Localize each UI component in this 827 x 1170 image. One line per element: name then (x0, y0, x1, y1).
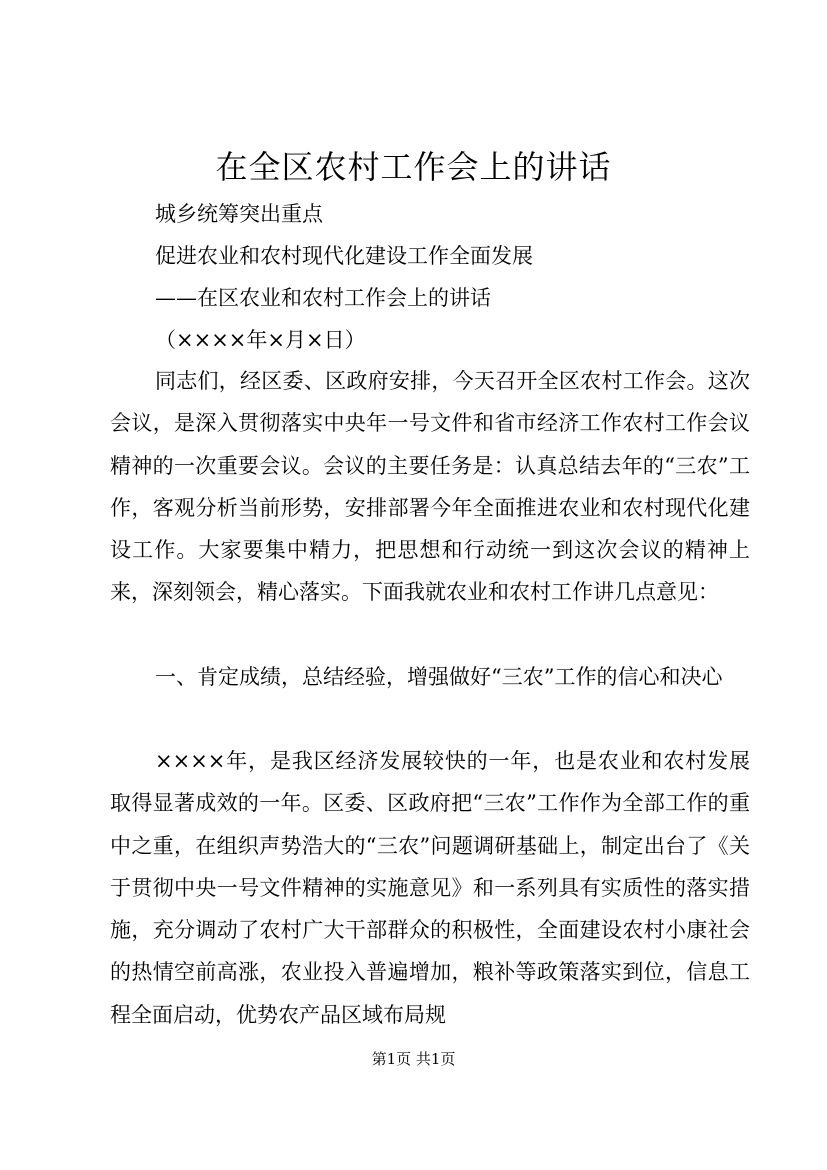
body-paragraph-1: 同志们，经区委、区政府安排，今天召开全区农村工作会。这次会议，是深入贯彻落实中央年一号文件和省市经济工作农村工作会议精神的一次重要会议。会议的主要任务是：认真总结去年的“三农”工作，客观分析当前形势，安排部署今年全面推进农业和农村现代化建设工作。大家要集中精力，把思想和行动统一到这次会议的精神上来，深刻领会，精心落实。下面我就农业和农村工作讲几点意见： (110, 369, 750, 605)
date-line: （××××年×月×日） (155, 328, 366, 352)
section-heading-1: 一、肯定成绩，总结经验，增强做好“三农”工作的信心和决心 (155, 665, 723, 689)
body-paragraph-2: ××××年，是我区经济发展较快的一年，也是农业和农村发展取得显著成效的一年。区委、区政府把“三农”工作作为全部工作的重中之重，在组织声势浩大的“三农”问题调研基础上，制定出台了《关于贯彻中央一号文件精神的实施意见》和一系列具有实质性的落实措施，充分调动了农村广大干部群众的积极性，全面建设农村小康社会的热情空前高涨，农业投入普遍增加，粮补等政策落实到位，信息工程全面启动，优势农产品区域布局规 (110, 749, 750, 1027)
page-footer: 第1页 共1页 (371, 1050, 456, 1068)
document-title: 在全区农村工作会上的讲话 (215, 148, 612, 186)
subtitle-line-2: 促进农业和农村现代化建设工作全面发展 (155, 244, 533, 268)
subtitle-line-1: 城乡统筹突出重点 (155, 202, 323, 226)
subtitle-line-3: ——在区农业和农村工作会上的讲话 (155, 286, 491, 310)
